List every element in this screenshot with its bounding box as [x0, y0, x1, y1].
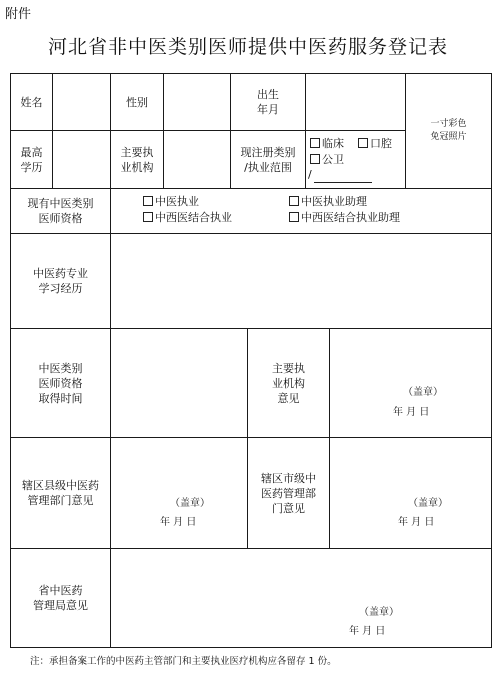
county-date: 年 月 日 — [160, 517, 197, 528]
scope-slash: / — [308, 168, 312, 181]
qual-option-tcm[interactable]: 中医执业 — [143, 195, 199, 209]
province-date: 年 月 日 — [349, 626, 386, 637]
education-label: 最高 学历 — [20, 145, 43, 174]
org-opinion-label: 主要执 业机构 意见 — [272, 361, 305, 405]
footnote: 注：承担备案工作的中医药主管部门和主要执业医疗机构应各留存 1 份。 — [30, 656, 337, 667]
gender-field[interactable] — [164, 74, 230, 130]
province-opinion-label: 省中医药 管理局意见 — [33, 584, 88, 612]
province-seal: （盖章） — [359, 607, 399, 618]
tcm-study-label: 中医药专业 学习经历 — [33, 267, 88, 295]
scope-option-public-health[interactable]: 公卫 — [310, 153, 344, 167]
qual-option-integrated-assistant[interactable]: 中西医结合执业助理 — [289, 211, 400, 225]
qual-time-label: 中医类别 医师资格 取得时间 — [38, 361, 83, 405]
checkbox-icon — [358, 138, 368, 148]
current-qual-label: 现有中医类别 医师资格 — [27, 197, 94, 225]
qual-option-tcm-assistant[interactable]: 中医执业助理 — [289, 195, 367, 209]
qual-time-field[interactable] — [111, 329, 247, 437]
checkbox-icon — [289, 212, 299, 222]
birth-label: 出生 年月 — [257, 88, 279, 116]
attachment-label: 附件 — [5, 7, 32, 22]
city-opinion-label: 辖区市级中 医药管理部 门意见 — [261, 471, 316, 515]
checkbox-icon — [289, 196, 299, 206]
photo-area[interactable]: 一寸彩色 免冠照片 — [430, 119, 467, 142]
org-seal: （盖章） — [403, 387, 443, 398]
county-opinion-label: 辖区县级中医药 管理部门意见 — [22, 479, 99, 507]
name-label: 姓名 — [20, 95, 43, 109]
scope-underline[interactable] — [314, 182, 372, 183]
education-field[interactable] — [53, 131, 110, 188]
birth-field[interactable] — [306, 74, 405, 130]
main-org-field[interactable] — [164, 131, 230, 188]
city-date: 年 月 日 — [398, 517, 435, 528]
name-field[interactable] — [53, 74, 110, 130]
form-title: 河北省非中医类别医师提供中医药服务登记表 — [47, 36, 448, 58]
checkbox-icon — [143, 196, 153, 206]
reg-scope-label: 现注册类别 /执业范围 — [240, 145, 296, 174]
scope-option-dental[interactable]: 口腔 — [358, 137, 392, 151]
scope-option-clinical[interactable]: 临床 — [310, 137, 344, 151]
checkbox-icon — [143, 212, 153, 222]
org-date: 年 月 日 — [393, 407, 430, 418]
checkbox-icon — [310, 154, 320, 164]
tcm-study-field[interactable] — [111, 234, 491, 328]
main-org-label: 主要执 业机构 — [120, 145, 154, 174]
qual-option-integrated[interactable]: 中西医结合执业 — [143, 211, 232, 225]
gender-label: 性别 — [126, 95, 148, 109]
city-seal: （盖章） — [408, 498, 448, 509]
county-seal: （盖章） — [170, 498, 210, 509]
checkbox-icon — [310, 138, 320, 148]
